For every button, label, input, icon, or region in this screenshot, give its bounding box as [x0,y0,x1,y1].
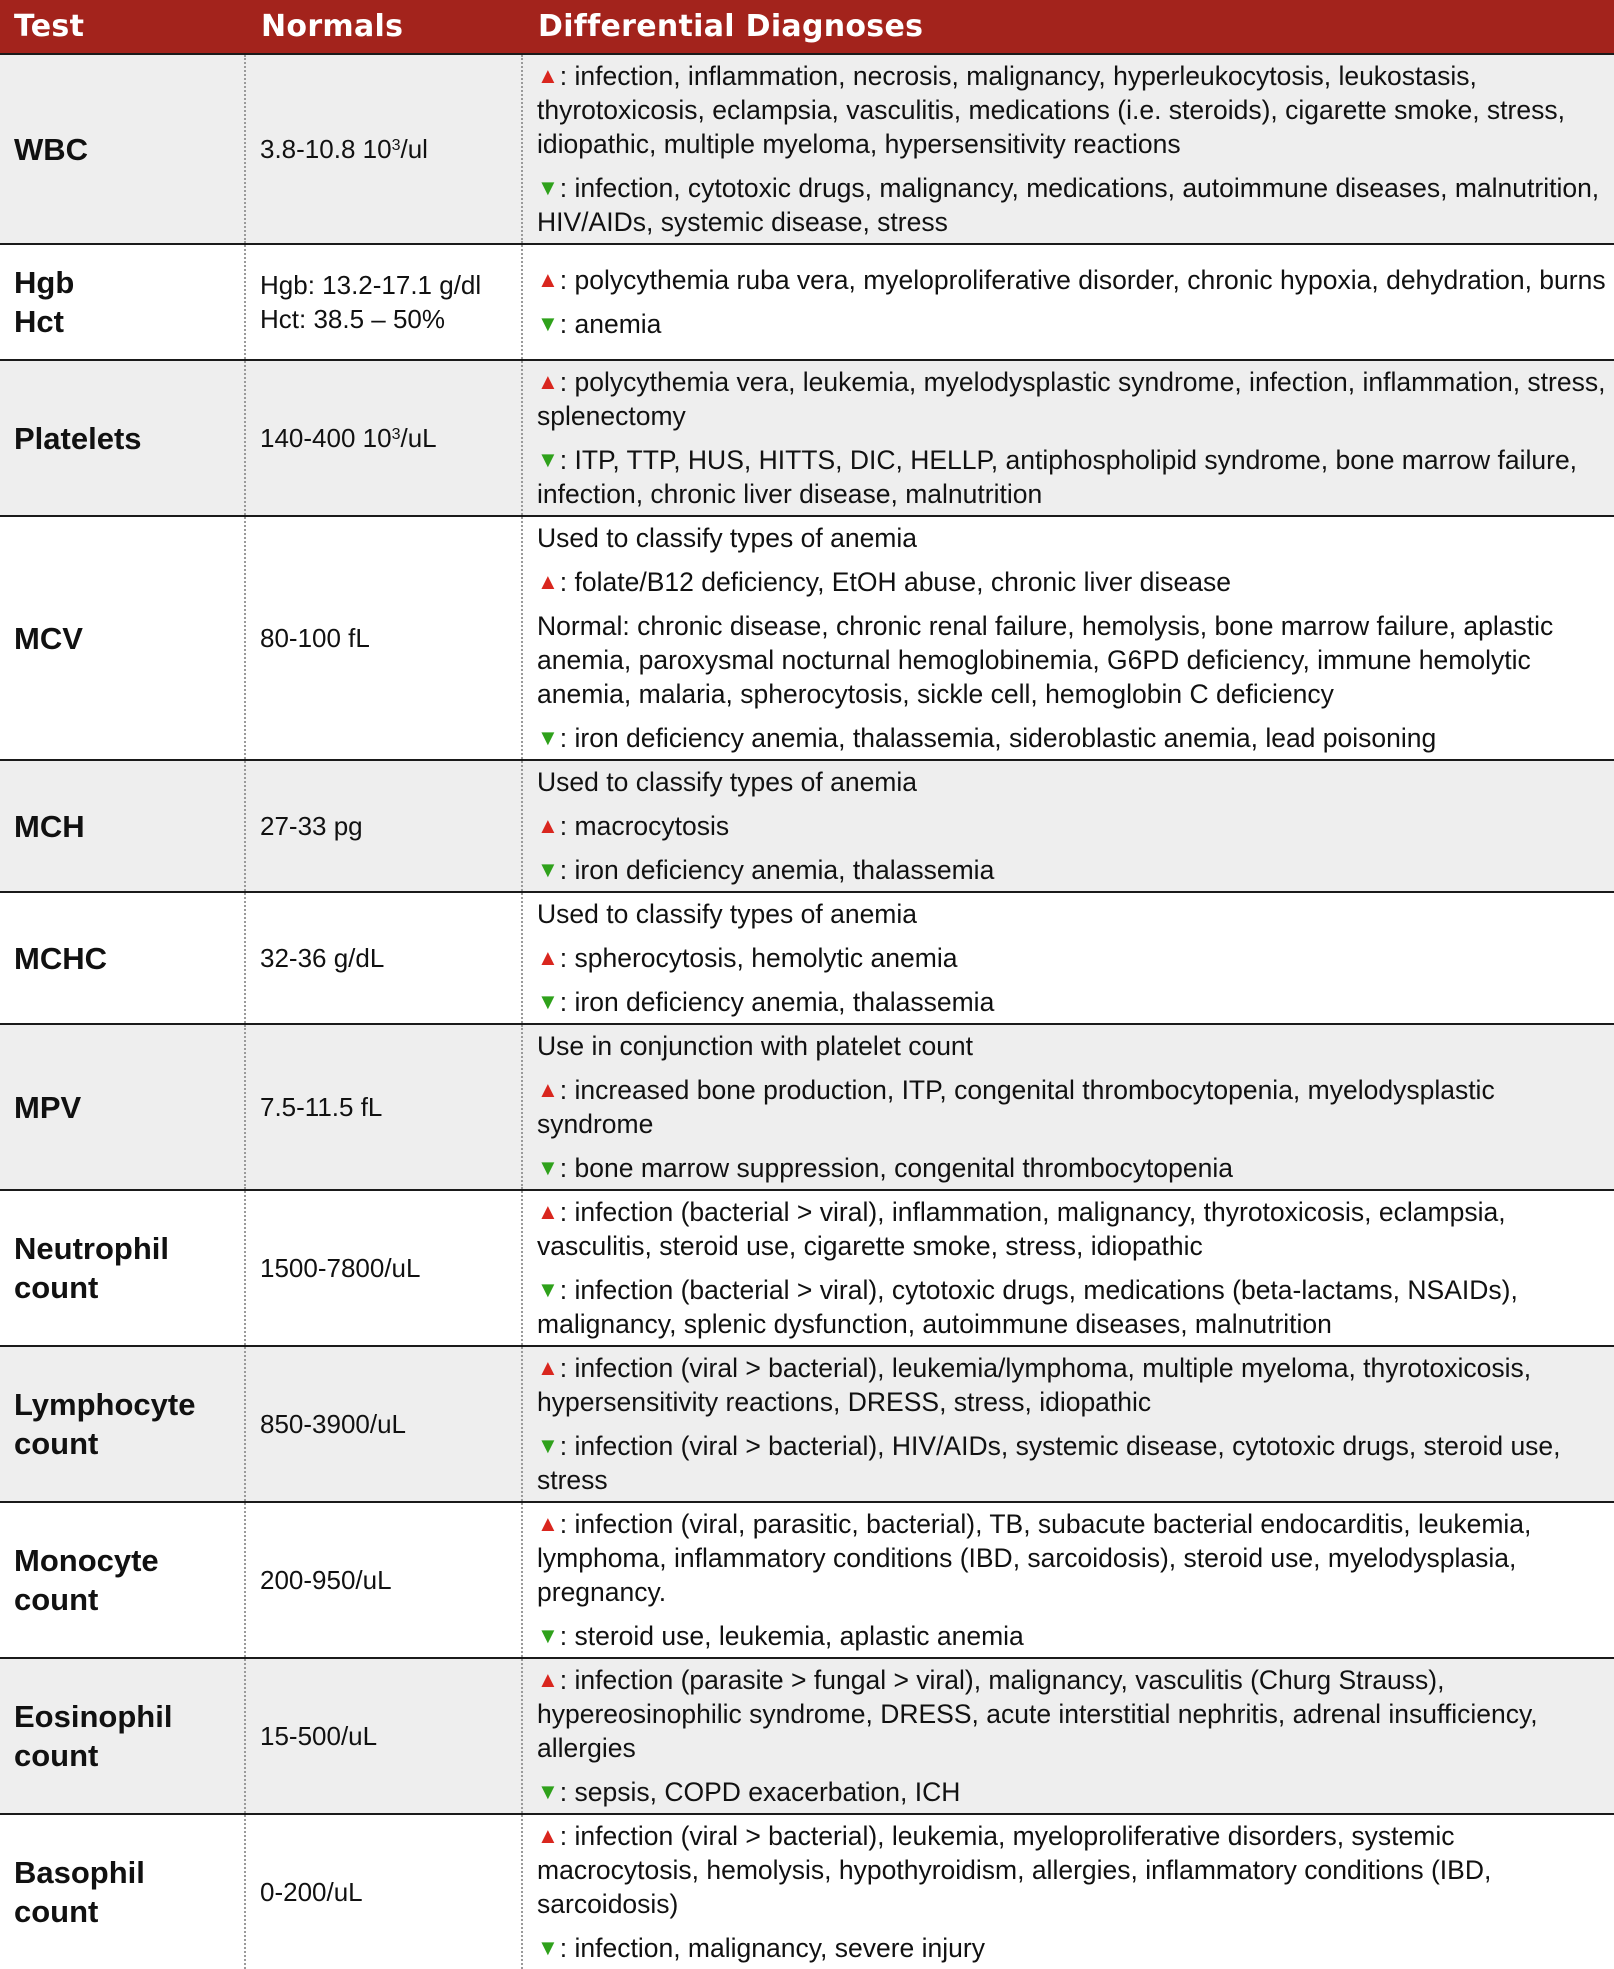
normal-range: Hgb: 13.2-17.1 g/dl [260,270,482,300]
diagnosis-text: Normal: chronic disease, chronic renal failure, hemolysis, bone marrow failure, aplastic anemia, paroxysmal nocturnal hemoglobinemia, G6PD deficiency, immune hemolytic anemia, malaria, spherocytosis, sickle cell, hemoglobin C deficiency [537,611,1554,709]
table-row [0,360,1614,516]
up-triangle-icon: ▲ [537,1667,559,1692]
differential-cell [522,1502,1614,1658]
normal-range-cell [245,892,522,1024]
up-triangle-icon: ▲ [537,267,559,292]
table-row [0,1814,1614,1969]
normal-range-cell [245,1502,522,1658]
test-name-cell [0,1190,245,1346]
up-triangle-icon: ▲ [537,1199,559,1224]
test-name-cell [0,244,245,360]
diagnosis-text: Used to classify types of anemia [537,899,918,929]
diagnosis-text: : iron deficiency anemia, thalassemia [559,855,995,885]
header-row [0,0,1614,54]
normal-range: 80-100 fL [260,623,370,653]
diagnosis-text: : infection (bacterial > viral), inflammation, malignancy, thyrotoxicosis, eclampsia, vasculitis, steroid use, cigarette smoke, stress, idiopathic [537,1197,1506,1261]
table-row [0,1346,1614,1502]
normal-range-value: 3.8-10.8 10 [260,134,392,164]
test-name-cell [0,1502,245,1658]
test-name: WBC [14,131,89,167]
normal-range: 850-3900/uL [260,1409,407,1439]
table-row [0,1502,1614,1658]
normal-range [260,134,428,164]
test-name: Hct [14,304,64,339]
down-triangle-icon: ▼ [537,1155,559,1180]
test-name-cell [0,1814,245,1969]
test-name-cell [0,516,245,760]
differential-cell [522,1190,1614,1346]
decreased-causes [537,985,1606,1019]
up-triangle-icon: ▲ [537,1077,559,1102]
decreased-causes [537,853,1606,887]
diagnosis-text: : infection (parasite > fungal > viral), malignancy, vasculitis (Churg Strauss), hypereosinophilic syndrome, DRESS, acute interstitial nephritis, adrenal insufficiency, allergies [537,1665,1538,1763]
increased-causes [537,365,1606,433]
normal-range-cell [245,1190,522,1346]
diagnosis-text: Used to classify types of anemia [537,523,918,553]
decreased-causes [537,1273,1606,1341]
normal-range-exponent: 3 [391,426,401,443]
down-triangle-icon: ▼ [537,1433,559,1458]
note [537,897,1606,931]
normal-range-cell [245,1346,522,1502]
differential-cell [522,1024,1614,1190]
down-triangle-icon: ▼ [537,1277,559,1302]
diagnosis-text: : infection, malignancy, severe injury [559,1933,985,1963]
diagnosis-text: : increased bone production, ITP, congenital thrombocytopenia, myelodysplastic syndrome [537,1075,1495,1139]
increased-causes [537,1507,1606,1609]
normal-range-cell [245,244,522,360]
diagnosis-text: : spherocytosis, hemolytic anemia [559,943,958,973]
normal-range-cell [245,1658,522,1814]
decreased-causes [537,443,1606,511]
test-name-cell [0,892,245,1024]
diagnosis-text: : infection, inflammation, necrosis, malignancy, hyperleukocytosis, leukostasis, thyrotoxicosis, eclampsia, vasculitis, medications (i.e. steroids), cigarette smoke, stress, idiopathic, multiple myeloma, hypersensitivity reactions [537,61,1565,159]
differential-cell [522,244,1614,360]
differential-cell [522,360,1614,516]
table-row [0,54,1614,244]
table-row [0,244,1614,360]
test-name: Monocyte [14,1543,159,1578]
table-row [0,760,1614,892]
test-name: Hgb [14,265,75,300]
differential-cell [522,1346,1614,1502]
up-triangle-icon: ▲ [537,1823,559,1848]
increased-causes [537,565,1606,599]
differential-cell [522,54,1614,244]
diagnosis-text: : infection (viral > bacterial), HIV/AIDs, systemic disease, cytotoxic drugs, steroid use, stress [537,1431,1561,1495]
diagnosis-text: : infection (bacterial > viral), cytotoxic drugs, medications (beta-lactams, NSAIDs), malignancy, splenic dysfunction, autoimmune diseases, malnutrition [537,1275,1518,1339]
diagnosis-text: : infection (viral > bacterial), leukemia/lymphoma, multiple myeloma, thyrotoxicosis, hypersensitivity reactions, DRESS, stress, idiopathic [537,1353,1532,1417]
diagnosis-text: : anemia [559,309,662,339]
normal-range: 200-950/uL [260,1565,392,1595]
diagnosis-text: Use in conjunction with platelet count [537,1031,974,1061]
diagnosis-text: : infection (viral > bacterial), leukemia, myeloproliferative disorders, systemic macrocytosis, hemolysis, hypothyroidism, allergies, inflammatory conditions (IBD, sarcoidosis) [537,1821,1492,1919]
down-triangle-icon: ▼ [537,175,559,200]
test-name: Eosinophil [14,1699,173,1734]
increased-causes [537,263,1606,297]
normal-range-cell [245,760,522,892]
differential-cell [522,1814,1614,1969]
differential-cell [522,892,1614,1024]
decreased-causes [537,1429,1606,1497]
test-name: MPV [14,1089,82,1125]
diagnosis-text: : infection (viral, parasitic, bacterial), TB, subacute bacterial endocarditis, leukemia, lymphoma, inflammatory conditions (IBD, sarcoidosis), steroid use, myelodysplasia, pregnancy. [537,1509,1532,1607]
normal-range-unit: /uL [400,423,437,453]
table-row [0,1190,1614,1346]
increased-causes [537,809,1606,843]
test-name-cell [0,1024,245,1190]
differential-cell [522,760,1614,892]
decreased-causes [537,1775,1606,1809]
test-name-cell [0,54,245,244]
normal-range-value: 140-400 10 [260,423,392,453]
diagnosis-text: : bone marrow suppression, congenital thrombocytopenia [559,1153,1233,1183]
up-triangle-icon: ▲ [537,1511,559,1536]
diagnosis-text: : folate/B12 deficiency, EtOH abuse, chronic liver disease [559,567,1231,597]
differential-cell [522,516,1614,760]
down-triangle-icon: ▼ [537,857,559,882]
test-name-cell [0,760,245,892]
increased-causes [537,1195,1606,1263]
up-triangle-icon: ▲ [537,569,559,594]
test-name: Platelets [14,420,142,456]
up-triangle-icon: ▲ [537,813,559,838]
table-row [0,892,1614,1024]
down-triangle-icon: ▼ [537,1779,559,1804]
down-triangle-icon: ▼ [537,1623,559,1648]
up-triangle-icon: ▲ [537,63,559,88]
normal-range: 1500-7800/uL [260,1253,421,1283]
note [537,521,1606,555]
normal-range-cell [245,360,522,516]
diagnosis-text: : infection, cytotoxic drugs, malignancy, medications, autoimmune diseases, malnutrition, HIV/AIDs, systemic disease, stress [537,173,1600,237]
normal-range: 0-200/uL [260,1877,363,1907]
down-triangle-icon: ▼ [537,989,559,1014]
up-triangle-icon: ▲ [537,1355,559,1380]
diagnosis-text: : polycythemia vera, leukemia, myelodysplastic syndrome, infection, inflammation, stress, splenectomy [537,367,1606,431]
table-body [0,54,1614,1969]
normal-range: Hct: 38.5 – 50% [260,304,445,334]
down-triangle-icon: ▼ [537,725,559,750]
test-name: count [14,1426,99,1461]
increased-causes [537,1663,1606,1765]
note [537,1029,1606,1063]
decreased-causes [537,307,1606,341]
normal-range [260,423,437,453]
diagnosis-text: : sepsis, COPD exacerbation, ICH [559,1777,961,1807]
diagnosis-text: : iron deficiency anemia, thalassemia, sideroblastic anemia, lead poisoning [559,723,1437,753]
test-name: MCHC [14,940,107,976]
increased-causes [537,941,1606,975]
normal-range-cell [245,54,522,244]
decreased-causes [537,1619,1606,1653]
test-name-cell [0,1346,245,1502]
decreased-causes [537,171,1606,239]
normal-range: 27-33 pg [260,811,363,841]
table-row [0,1024,1614,1190]
test-name: count [14,1270,99,1305]
diagnosis-text: : ITP, TTP, HUS, HITTS, DIC, HELLP, antiphospholipid syndrome, bone marrow failure, infection, chronic liver disease, malnutrition [537,445,1578,509]
increased-causes [537,1073,1606,1141]
header-differential-diagnoses: Differential Diagnoses [538,9,924,44]
up-triangle-icon: ▲ [537,369,559,394]
test-name-cell [0,1658,245,1814]
test-name: Neutrophil [14,1231,169,1266]
differential-cell [522,1658,1614,1814]
table-row [0,1658,1614,1814]
normal-range-cell [245,1024,522,1190]
normal-range: 7.5-11.5 fL [260,1092,383,1122]
normal-range-exponent: 3 [391,137,401,154]
down-triangle-icon: ▼ [537,311,559,336]
diagnosis-text: : polycythemia ruba vera, myeloproliferative disorder, chronic hypoxia, dehydration, burns [559,265,1606,295]
test-name: count [14,1738,99,1773]
normal-range-unit: /ul [400,134,428,164]
up-triangle-icon: ▲ [537,945,559,970]
increased-causes [537,1351,1606,1419]
diagnosis-text: : iron deficiency anemia, thalassemia [559,987,995,1017]
normal-range-cell [245,1814,522,1969]
test-name: MCH [14,808,85,844]
test-name: MCV [14,620,83,656]
note [537,609,1606,711]
increased-causes [537,59,1606,161]
test-name: Basophil [14,1855,145,1890]
decreased-causes [537,721,1606,755]
down-triangle-icon: ▼ [537,1935,559,1960]
note [537,765,1606,799]
test-name: count [14,1582,99,1617]
decreased-causes [537,1931,1606,1965]
test-name: Lymphocyte [14,1387,196,1422]
table-row [0,516,1614,760]
diagnosis-text: : macrocytosis [559,811,730,841]
test-name: count [14,1894,99,1929]
test-name-cell [0,360,245,516]
header-test: Test [14,9,85,44]
diagnosis-text: : steroid use, leukemia, aplastic anemia [559,1621,1024,1651]
decreased-causes [537,1151,1606,1185]
header-normals: Normals [261,9,404,44]
normal-range: 15-500/uL [260,1721,378,1751]
down-triangle-icon: ▼ [537,447,559,472]
diagnosis-text: Used to classify types of anemia [537,767,918,797]
normal-range-cell [245,516,522,760]
normal-range: 32-36 g/dL [260,943,385,973]
